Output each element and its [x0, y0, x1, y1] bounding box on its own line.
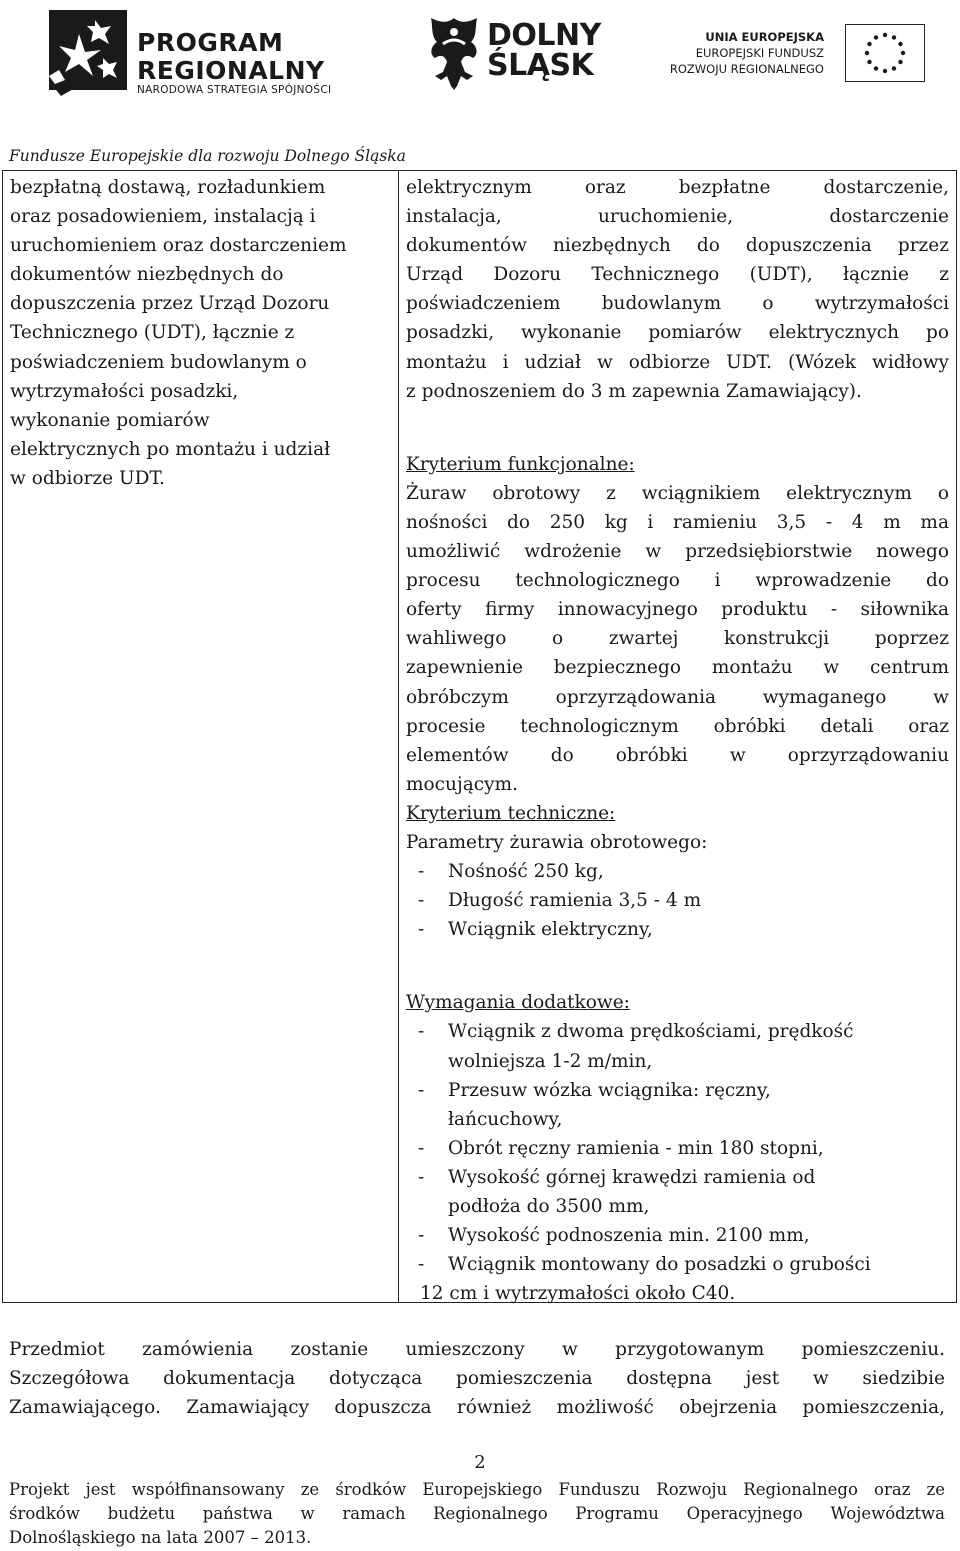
dash: - — [418, 1079, 425, 1101]
additional-item-cont: podłoża do 3500 mm, — [448, 1196, 650, 1217]
column-divider — [398, 171, 399, 1302]
additional-item — [406, 1134, 949, 1163]
dolny-slask-logo — [425, 14, 615, 94]
additional-item-text: Wciągnik montowany do posadzki o grubości — [448, 1254, 871, 1276]
dash: - — [418, 861, 425, 883]
paragraph-line: Zamawiającego. Zamawiający dopuszcza również możliwość obejrzenia pomieszczenia, — [9, 1397, 945, 1419]
additional-item-cont: łańcuchowy, — [448, 1108, 563, 1130]
technical-item-text: Długość ramienia 3,5 - 4 m — [448, 890, 702, 912]
header-logos — [0, 0, 960, 120]
eagle-crest-icon — [425, 14, 483, 92]
left-line: dokumentów niezbędnych do — [10, 264, 284, 286]
eu-logo-line2: EUROPEJSKI FUNDUSZ — [695, 46, 824, 60]
page-number: 2 — [474, 1452, 486, 1473]
running-head: Fundusze Europejskie dla rozwoju Dolnego Śląska — [9, 147, 406, 165]
left-column — [10, 173, 390, 493]
eu-logo-line3: ROZWOJU REGIONALNEGO — [669, 62, 824, 76]
functional-line: Żuraw obrotowy z wciągnikiem elektrycznym o — [406, 482, 949, 504]
left-line: bezpłatną dostawą, rozładunkiem — [10, 177, 326, 198]
left-line: wytrzymałości posadzki, — [10, 380, 239, 402]
intro-line: instalacja, uruchomienie, dostarczenie — [406, 206, 949, 228]
functional-line: mocującym. — [406, 773, 518, 795]
additional-item-cont: wolniejsza 1-2 m/min, — [448, 1050, 653, 1072]
program-logo-line1: PROGRAM — [137, 28, 284, 57]
paragraph-line: Przedmiot zamówienia zostanie umieszczony w przygotowanym pomieszczeniu. — [9, 1339, 945, 1360]
additional-item-cont: 12 cm i wytrzymałości około C40. — [420, 1283, 736, 1305]
intro-line: elektrycznym oraz bezpłatne dostarczenie, — [406, 177, 949, 198]
region-logo-line2: ŚLĄSK — [487, 48, 594, 83]
additional-item — [406, 1221, 949, 1250]
additional-item — [406, 1017, 949, 1046]
additional-item — [406, 1163, 949, 1192]
left-line: oraz posadowieniem, instalacją i — [10, 206, 316, 228]
intro-line: poświadczeniem budowlanym o wytrzymałości — [406, 293, 949, 315]
right-column — [406, 173, 949, 1308]
intro-line: Urząd Dozoru Technicznego (UDT), łącznie z — [406, 264, 949, 286]
functional-heading: Kryterium funkcjonalne: — [406, 453, 635, 475]
program-regionalny-emblem-icon — [45, 6, 133, 106]
dash: - — [418, 890, 425, 912]
functional-line: zapewnienie bezpiecznego montażu w centrum — [406, 657, 949, 679]
left-line: w odbiorze UDT. — [10, 467, 165, 489]
footer-line: Projekt jest współfinansowany ze środków Europejskiego Funduszu Rozwoju Regionalnego oraz ze — [9, 1480, 945, 1499]
technical-item-text: Nośność 250 kg, — [448, 861, 604, 883]
left-line: Technicznego (UDT), łącznie z — [10, 322, 295, 344]
technical-intro: Parametry żurawia obrotowego: — [406, 831, 708, 853]
functional-line: elementów do obróbki w oprzyrządowaniu — [406, 744, 949, 766]
eu-flag-icon — [845, 24, 925, 82]
functional-line: umożliwić wdrożenie w przedsiębiorstwie nowego — [406, 541, 949, 563]
program-logo-line3: NARODOWA STRATEGIA SPÓJNOŚCI — [137, 84, 332, 96]
dash: - — [418, 1254, 425, 1276]
functional-line: nośności do 250 kg i ramieniu 3,5 - 4 m ma — [406, 511, 949, 533]
additional-item — [406, 1250, 949, 1279]
technical-heading: Kryterium techniczne: — [406, 802, 616, 824]
specification-table — [2, 170, 957, 1303]
intro-line: dokumentów niezbędnych do dopuszczenia przez — [406, 235, 949, 257]
dash: - — [418, 1166, 425, 1188]
additional-item — [406, 1076, 949, 1105]
spacer — [406, 944, 949, 988]
technical-item — [406, 886, 949, 915]
functional-line: procesu technologicznego i wprowadzenie do — [406, 570, 949, 592]
left-line: uruchomieniem oraz dostarczeniem — [10, 235, 347, 257]
left-line: wykonanie pomiarów — [10, 409, 210, 431]
left-line: poświadczeniem budowlanym o — [10, 351, 307, 373]
eu-logo — [669, 24, 940, 84]
functional-line: oferty firmy innowacyjnego produktu - siłownika — [406, 599, 949, 621]
functional-line: obróbczym oprzyrządowania wymaganego w — [406, 686, 949, 708]
dash: - — [418, 1137, 425, 1159]
paragraph-line: Szczegółowa dokumentacja dotycząca pomieszczenia dostępna jest w siedzibie — [9, 1368, 945, 1390]
footer-line: Dolnośląskiego na lata 2007 – 2013. — [9, 1528, 312, 1547]
technical-item — [406, 915, 949, 944]
additional-item-text: Wysokość podnoszenia min. 2100 mm, — [448, 1225, 810, 1247]
footer — [9, 1478, 945, 1550]
program-regionalny-logo — [45, 6, 365, 106]
spacer — [406, 406, 949, 450]
dash: - — [418, 1021, 425, 1043]
additional-item-text: Wciągnik z dwoma prędkościami, prędkość — [448, 1021, 854, 1043]
dash: - — [418, 919, 425, 941]
intro-line: z podnoszeniem do 3 m zapewnia Zamawiający). — [406, 380, 862, 402]
intro-line: montażu i udział w odbiorze UDT. (Wózek widłowy — [406, 351, 949, 373]
region-logo-line1: DOLNY — [487, 18, 601, 53]
additional-item-text: Wysokość górnej krawędzi ramienia od — [448, 1166, 816, 1188]
technical-item — [406, 857, 949, 886]
left-line: dopuszczenia przez Urząd Dozoru — [10, 293, 330, 315]
footer-line: środków budżetu państwa w ramach Regionalnego Programu Operacyjnego Województwa — [9, 1504, 945, 1523]
additional-item-text: Przesuw wózka wciągnika: ręczny, — [448, 1079, 771, 1101]
additional-item-text: Obrót ręczny ramienia - min 180 stopni, — [448, 1137, 824, 1159]
dash: - — [418, 1225, 425, 1247]
intro-line: posadzki, wykonanie pomiarów elektrycznych po — [406, 322, 949, 344]
body-paragraph — [9, 1335, 945, 1422]
additional-heading: Wymagania dodatkowe: — [406, 992, 630, 1014]
technical-item-text: Wciągnik elektryczny, — [448, 919, 653, 941]
functional-line: procesie technologicznym obróbki detali oraz — [406, 715, 949, 737]
functional-line: wahliwego o zwartej konstrukcji poprzez — [406, 628, 949, 650]
program-logo-line2: REGIONALNY — [137, 56, 325, 85]
eu-logo-line1: UNIA EUROPEJSKA — [705, 30, 824, 44]
left-line: elektrycznych po montażu i udział — [10, 438, 331, 460]
